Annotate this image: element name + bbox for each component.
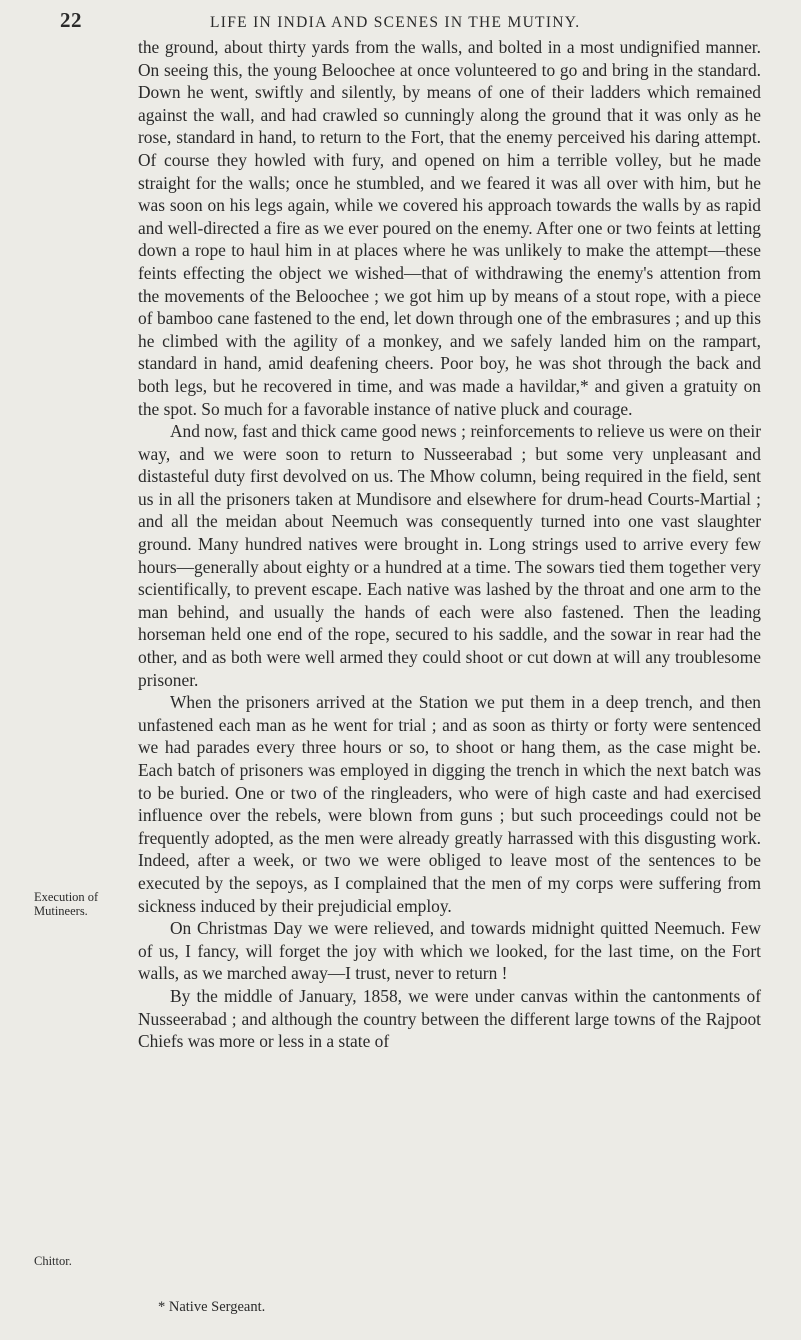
sidenote-chittor: Chittor. — [34, 1254, 72, 1268]
footnote — [158, 1299, 265, 1316]
footnote-text: Native Sergeant. — [168, 1299, 266, 1315]
paragraph: And now, fast and thick came good news ; reinforcements to relieve us were on their way, and we were soon to return to Nusseerabad ; but some very unpleasant and distasteful duty first devolved on us. The Mhow column, being required in the field, sent us in all the prisoners taken at Mundisore and elsewhere for drum-head Courts-Martial ; and all the meidan about Neemuch was consequently turned into one vast slaughter ground. Many hundred natives were brought in. Long strings used to arrive every few hours—generally about eighty or a hundred at a time. The sowars tied them together very scientifically, to prevent escape. Each native was lashed by the throat and one arm to the man behind, and usually the hands of each were also fastened. Then the leading horseman held one end of the rope, secured to his saddle, and the sowar in rear had the other, and as both were well armed they could shoot or cut down at will any troublesome prisoner. — [138, 421, 761, 690]
paragraph: By the middle of January, 1858, we were under canvas within the cantonments of Nusseerabad ; and although the country between the different large towns of the Rajpoot Chiefs was more or less in a state of — [138, 985, 761, 1052]
running-title: LIFE IN INDIA AND SCENES IN THE MUTINY. — [210, 14, 581, 31]
page-header — [60, 8, 761, 38]
body-text — [138, 36, 761, 1053]
paragraph: When the prisoners arrived at the Station we put them in a deep trench, and then unfastened each man as he went for trial ; and as soon as thirty or forty were sentenced we had parades every three hours or so, to shoot or hang them, as the case might be. Each batch of prisoners was employed in digging the trench in which the next batch was to be buried. One or two of the ringleaders, who were of high caste and had exercised influence over the rebels, were blown from guns ; but such proceedings could not be frequently adopted, as the men were already greatly harrassed with this disgusting work. Indeed, after a week, or two we were obliged to leave most of the sentences to be executed by the sepoys, as I complained that the men of my corps were suffering from sickness induced by their prejudicial employ. — [138, 692, 761, 916]
paragraph: the ground, about thirty yards from the walls, and bolted in a most undignified manner. On seeing this, the young Beloochee at once volunteered to go and bring in the standard. Down he went, swiftly and silently, by means of one of their ladders which remained against the wall, and had crawled so cunningly along the ground that it was only as he rose, standard in hand, to return to the Fort, that the enemy perceived his daring attempt. Of course they howled with fury, and opened on him a terrible volley, but he made straight for the walls; once he stumbled, and we feared it was all over with him, but he was soon on his legs again, while we covered his approach towards the walls by as rapid and well-directed a fire as we ever poured on the enemy. After one or two feints at letting down a rope to haul him in at places where he was unlikely to make the attempt—these feints effecting the object we wished—that of withdrawing the enemy's attention from the movements of the Beloochee ; we got him up by means of a stout rope, with a piece of bamboo cane fastened to the end, let down through one of the embrasures ; and up this he climbed with the agility of a monkey, and we safely landed him on the rampart, standard in hand, amid deafening cheers. Poor boy, he was shot through the back and both legs, but he recovered in time, and was made a havildar,* and given a gratuity on the spot. So much for a favorable instance of native pluck and courage. — [138, 37, 761, 419]
sidenote-execution: Execution of Mutineers. — [34, 890, 99, 918]
page-number: 22 — [60, 8, 82, 32]
paragraph: On Christmas Day we were relieved, and towards midnight quitted Neemuch. Few of us, I fancy, will forget the joy with which we looked, for the last time, on the Fort walls, as we marched away—I trust, never to return ! — [138, 918, 761, 984]
footnote-mark: * — [158, 1299, 166, 1315]
